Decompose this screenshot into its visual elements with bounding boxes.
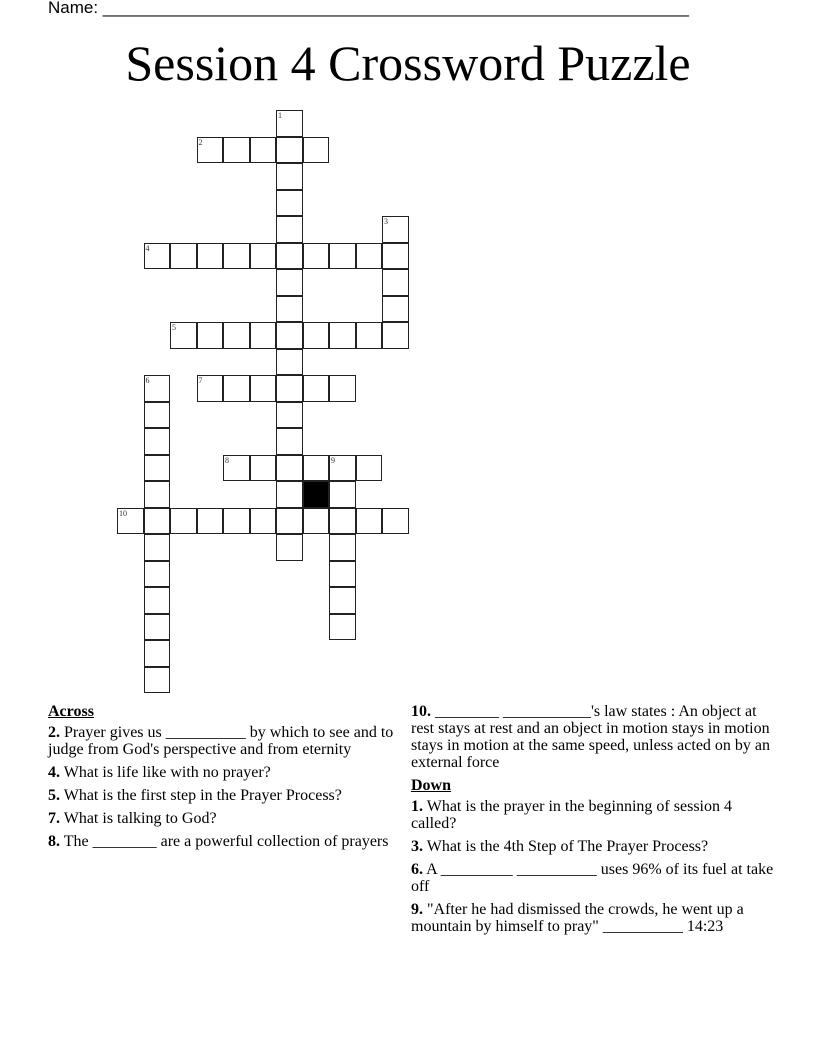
clue-item [411, 798, 776, 832]
name-field[interactable]: Name: ______________________________________________________________ [48, 0, 689, 17]
grid-cell[interactable] [276, 455, 303, 482]
grid-cell[interactable] [250, 243, 277, 270]
grid-cell[interactable] [329, 614, 356, 641]
grid-cell[interactable] [329, 481, 356, 508]
clue-number: 6. [411, 861, 423, 878]
grid-cell[interactable] [144, 375, 171, 402]
grid-cell[interactable] [276, 375, 303, 402]
down-header: Down [411, 777, 452, 794]
clue-item [48, 833, 408, 850]
clue-item [411, 703, 776, 771]
clue-number: 8 [225, 455, 229, 465]
grid-cell[interactable] [276, 428, 303, 455]
black-cell [303, 481, 330, 508]
clue-text: What is talking to God? [63, 810, 217, 827]
grid-cell[interactable] [276, 190, 303, 217]
grid-cell[interactable] [223, 137, 250, 164]
grid-cell[interactable] [276, 481, 303, 508]
across-clues [48, 724, 408, 850]
grid-cell[interactable] [223, 508, 250, 535]
grid-cell[interactable] [276, 349, 303, 376]
grid-cell[interactable] [250, 455, 277, 482]
grid-cell[interactable] [144, 428, 171, 455]
grid-cell[interactable] [303, 508, 330, 535]
grid-cell[interactable] [356, 243, 383, 270]
grid-cell[interactable] [223, 243, 250, 270]
grid-cell[interactable] [223, 375, 250, 402]
grid-cell[interactable] [170, 322, 197, 349]
grid-cell[interactable] [276, 110, 303, 137]
clue-text: What is the 4th Step of The Prayer Process? [426, 838, 709, 855]
clue-text: What is life like with no prayer? [63, 764, 271, 781]
grid-cell[interactable] [223, 455, 250, 482]
grid-cell[interactable] [144, 561, 171, 588]
grid-cell[interactable] [276, 534, 303, 561]
grid-cell[interactable] [144, 534, 171, 561]
grid-cell[interactable] [144, 667, 171, 694]
grid-cell[interactable] [144, 455, 171, 482]
page-title: Session 4 Crossword Puzzle [125, 35, 691, 91]
clue-item [48, 764, 408, 781]
clue-text: Prayer gives us __________ by which to see and to judge from God's perspective and from eternity [48, 724, 394, 758]
clue-number: 2. [48, 724, 60, 741]
clue-text: ________ ___________'s law states : An object at rest stays at rest and an object in motion stays in motion stays in motion at the same speed, unless acted on by an external force [411, 703, 771, 771]
grid-cell[interactable] [250, 137, 277, 164]
grid-cell[interactable] [303, 322, 330, 349]
grid-cell[interactable] [303, 375, 330, 402]
grid-cell[interactable] [197, 243, 224, 270]
grid-cell[interactable] [356, 508, 383, 535]
grid-cell[interactable] [382, 508, 409, 535]
grid-cell[interactable] [276, 163, 303, 190]
grid-cell[interactable] [382, 216, 409, 243]
clue-number: 4 [145, 243, 150, 253]
grid-cell[interactable] [250, 322, 277, 349]
grid-cell[interactable] [197, 137, 224, 164]
grid-cell[interactable] [329, 587, 356, 614]
grid-cell[interactable] [197, 508, 224, 535]
grid-cell[interactable] [223, 322, 250, 349]
grid-cell[interactable] [329, 322, 356, 349]
clue-item [48, 810, 408, 827]
grid-cell[interactable] [329, 375, 356, 402]
clue-number: 8. [48, 833, 60, 850]
clue-number: 5. [48, 787, 60, 804]
clue-text: What is the first step in the Prayer Process? [63, 787, 342, 804]
clues-right-column [411, 703, 776, 941]
clue-number: 9. [411, 901, 423, 918]
clue-number: 7 [198, 376, 203, 385]
grid-cell[interactable] [382, 322, 409, 349]
clue-text: A _________ __________ uses 96% of its fuel at take off [411, 861, 774, 895]
grid-cell[interactable] [329, 561, 356, 588]
grid-cell[interactable] [276, 508, 303, 535]
grid-cell[interactable] [303, 137, 330, 164]
grid-cell[interactable] [170, 508, 197, 535]
grid-cell[interactable] [276, 243, 303, 270]
grid-cell[interactable] [117, 508, 144, 535]
grid-cell[interactable] [303, 243, 330, 270]
grid-cell[interactable] [329, 508, 356, 535]
grid-cell[interactable] [276, 137, 303, 164]
grid-cell[interactable] [144, 243, 171, 270]
grid-cell[interactable] [276, 269, 303, 296]
across-clues-continued [411, 703, 776, 771]
clue-number: 5 [172, 323, 176, 332]
clue-text: What is the prayer in the beginning of session 4 called? [411, 798, 732, 832]
grid-cell[interactable] [197, 375, 224, 402]
across-header: Across [48, 703, 94, 720]
clue-number: 10 [119, 508, 127, 518]
clue-number: 6 [145, 376, 150, 385]
grid-cell[interactable] [144, 640, 171, 667]
grid-cell[interactable] [197, 322, 224, 349]
grid-cell[interactable] [329, 243, 356, 270]
grid-cell[interactable] [329, 455, 356, 482]
grid-cell[interactable] [144, 614, 171, 641]
grid-cell[interactable] [170, 243, 197, 270]
clue-text: The ________ are a powerful collection of prayers [63, 833, 389, 850]
clue-item [48, 787, 408, 804]
grid-cell[interactable] [276, 296, 303, 323]
grid-cell[interactable] [276, 402, 303, 429]
clue-item [411, 901, 776, 935]
grid-cell[interactable] [303, 455, 330, 482]
clue-number: 9 [331, 455, 335, 465]
clue-number: 3 [384, 217, 388, 226]
clue-item [411, 861, 776, 895]
grid-cell[interactable] [276, 216, 303, 243]
grid-cell[interactable] [382, 269, 409, 296]
grid-cell[interactable] [144, 508, 171, 535]
down-clues [411, 798, 776, 935]
grid-cell[interactable] [144, 402, 171, 429]
clue-number: 3. [411, 838, 423, 855]
clue-number: 1 [278, 111, 282, 120]
grid-cell[interactable] [144, 587, 171, 614]
grid-cell[interactable] [276, 322, 303, 349]
clue-text: "After he had dismissed the crowds, he went up a mountain by himself to pray" __________ 14:23 [411, 901, 744, 935]
grid-cell[interactable] [356, 455, 383, 482]
clue-number: 1. [411, 798, 423, 815]
grid-cell[interactable] [356, 322, 383, 349]
clue-item [411, 838, 776, 855]
grid-cell[interactable] [250, 375, 277, 402]
clue-item [48, 724, 408, 758]
grid-cell[interactable] [382, 296, 409, 323]
clue-number: 10. [411, 703, 431, 720]
grid-cell[interactable] [382, 243, 409, 270]
grid-cell[interactable] [329, 534, 356, 561]
clue-number: 7. [48, 810, 60, 827]
clue-number: 4. [48, 764, 60, 781]
grid-cell[interactable] [144, 481, 171, 508]
clues-left-column [48, 703, 408, 856]
clue-number: 2 [198, 137, 203, 147]
grid-cell[interactable] [250, 508, 277, 535]
